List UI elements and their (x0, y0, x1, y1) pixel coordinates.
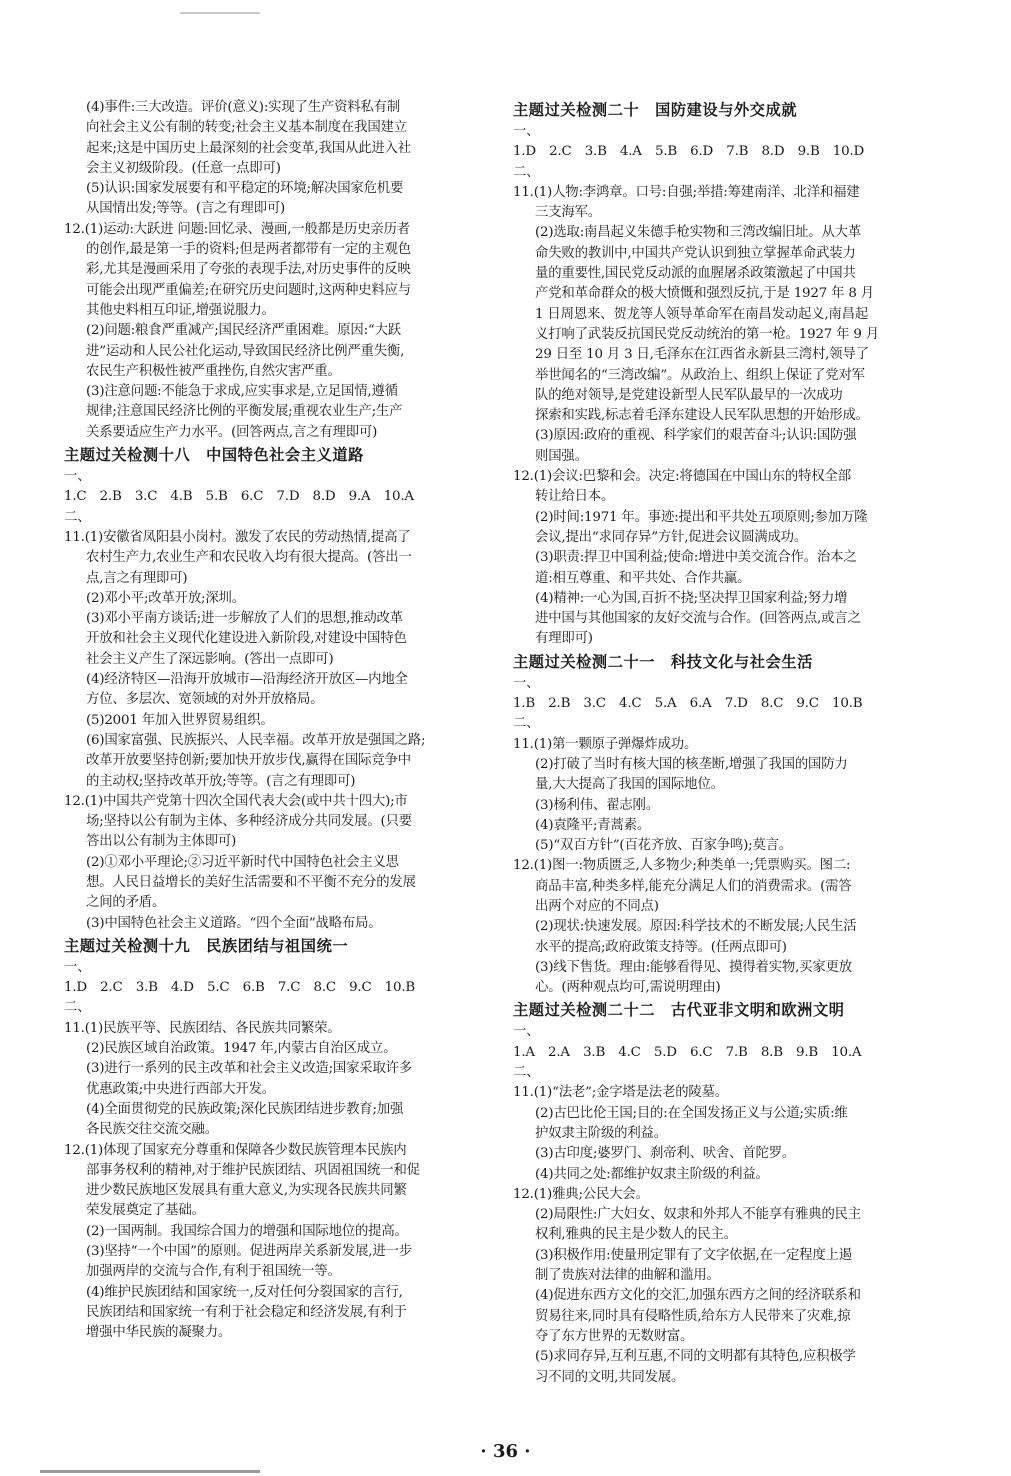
page-number-value: 36 (492, 1441, 519, 1462)
answer-line: 有理即可) (535, 631, 593, 647)
answer-line: 制了贵族对法律的曲解和滥用。 (535, 1268, 720, 1284)
answer-line: 可能会出现严重偏差;在研究历史问题时,这两种史料应与 (86, 282, 411, 298)
answer-line: 起来;这是中国历史上最深刻的社会变革,我国从此进入社 (86, 140, 411, 156)
answer-line: 二、 (513, 164, 540, 180)
answer-line: 习不同的文明,共同发展。 (535, 1369, 685, 1385)
answer-line: (4)经济特区—沿海开放城市—沿海经济开放区—内地全 (86, 672, 408, 688)
answer-line: 量,大大提高了我国的国际地位。 (535, 777, 724, 793)
answer-line: 向社会主义公有制的转变;社会主义基本制度在我国建立 (86, 120, 407, 136)
answer-line: 举世闻名的“三湾改编”。从政治上、组织上保证了党对军 (535, 367, 865, 383)
answer-line: 量的重要性,国民党反动派的血腥屠杀政策激起了中国共 (535, 266, 856, 282)
answer-line: 之间的矛盾。 (86, 895, 166, 911)
answer-line: (3)原因:政府的重视、科学家们的艰苦奋斗;认识:国防强 (535, 428, 857, 444)
answer-line: 进少数民族地区发展具有重大意义,为实现各民族共同繁 (86, 1183, 407, 1199)
answer-line: (2)问题:粮食严重减产;国民经济严重困难。原因:“大跃 (86, 323, 401, 339)
answer-line: (5)认识:国家发展要有和平稳定的环境;解决国家危机要 (86, 181, 404, 197)
top-edge-mark (180, 12, 260, 14)
answer-line: (2)时间:1971 年。事迹:提出和平共处五项原则;参加万隆 (535, 509, 868, 525)
answer-line: (3)积极作用:使量刑定罪有了文字依据,在一定程度上遏 (535, 1247, 852, 1263)
answer-line: (3)坚持“一个中国”的原则。促进两岸关系新发展,进一步 (86, 1244, 412, 1260)
answer-line: 夺了东方世界的无数财富。 (535, 1328, 694, 1344)
answer-line: 12.(1)中国共产党第十四次全国代表大会(或中共十四大);市 (64, 793, 408, 809)
answer-line: 优惠政策;中央进行西部大开发。 (86, 1081, 275, 1097)
answer-line: 答出以公有制为主体即可) (86, 834, 237, 850)
answer-line: 1.B 2.B 3.C 4.C 5.A 6.A 7.D 8.C 9.C 10.B (513, 696, 863, 712)
answer-line: 从国情出发;等等。(言之有理即可) (86, 201, 286, 217)
answer-line: (3)古印度;婆罗门、刹帝利、吠舍、首陀罗。 (535, 1146, 796, 1162)
answer-line: 规律;注意国民经济比例的平衡发展;重视农业生产;生产 (86, 404, 403, 420)
answer-line: 二、 (64, 509, 91, 525)
answer-line: 会主义初级阶段。(任意一点即可) (86, 160, 281, 176)
answer-line: 探索和实践,标志着毛泽东建设人民军队思想的开始形成。 (535, 408, 869, 424)
answer-line: (3)杨利伟、翟志刚。 (535, 797, 659, 813)
answer-line: (2)打破了当时有核大国的核垄断,增强了我国的国防力 (535, 756, 848, 772)
answer-line: 的主动权;坚持改革开放;等等。(言之有理即可) (86, 773, 356, 789)
section-title: 主题过关检测十九 民族团结与祖国统一 (64, 936, 349, 955)
answer-line: 12.(1)雅典;公民大会。 (513, 1186, 649, 1202)
section-title: 主题过关检测二十二 古代亚非文明和欧洲文明 (513, 1001, 845, 1020)
answer-line: 其他史料相互印证,增强说服力。 (86, 302, 275, 318)
answer-line: (2)现状:快速发展。原因:科学技术的不断发展;人民生活 (535, 919, 857, 935)
answer-line: 点,言之有理即可) (86, 570, 188, 586)
answer-line: 产党和革命群众的极大愤慨和强烈反抗,于是 1927 年 8 月 (535, 286, 874, 302)
answer-line: (5)“双百方针”(百花齐放、百家争鸣);莫言。 (535, 838, 793, 854)
answer-line: 一、 (513, 1024, 540, 1040)
answer-line: (3)中国特色社会主义道路。“四个全面”战略布局。 (86, 915, 382, 931)
answer-line: (4)促进东西方文化的交汇,加强东西方之间的经济联系和 (535, 1288, 861, 1304)
answer-line: 转让给日本。 (535, 489, 615, 505)
answer-line: 1.D 2.C 3.B 4.A 5.B 6.D 7.B 8.D 9.B 10.D (513, 144, 865, 160)
answer-line: 12.(1)运动:大跃进 问题:回忆录、漫画,一般都是历史亲历者 (64, 221, 410, 237)
right-column (513, 98, 943, 1388)
answer-line: (4)精神:一心为国,百折不挠;坚决捍卫国家利益;努力增 (535, 590, 848, 606)
answer-line: (2)一国两制。我国综合国力的增强和国际地位的提高。 (86, 1223, 408, 1239)
answer-line: 1.D 2.C 3.B 4.D 5.C 6.B 7.C 8.C 9.C 10.B (64, 980, 416, 996)
answer-line: 增强中华民族的凝聚力。 (86, 1325, 232, 1341)
answer-line: 的创作,最是第一手的资料;但是两者都带有一定的主观色 (86, 242, 411, 258)
answer-line: 关系要适应生产力水平。(回答两点,言之有理即可) (86, 424, 378, 440)
answer-line: 农民生产积极性被严重挫伤,自然灾害严重。 (86, 363, 341, 379)
answer-line: (2)古巴比伦王国;目的:在全国发扬正义与公道;实质:维 (535, 1105, 848, 1121)
answer-line: 贸易往来,同时具有侵略性质,给东方人民带来了灾难,掠 (535, 1308, 851, 1324)
answer-line: (2)局限性:广大妇女、奴隶和外邦人不能享有雅典的民主 (535, 1207, 862, 1223)
answer-line: 11.(1)第一颗原子弹爆炸成功。 (513, 736, 698, 752)
answer-line: (2)①邓小平理论;②习近平新时代中国特色社会主义思 (86, 854, 399, 870)
answer-line: 1 日周恩来、贺龙等人领导革命军在南昌发动起义,南昌起 (535, 306, 869, 322)
answer-line: (5)求同存异,互利互惠,不同的文明都有其特色,应积极学 (535, 1349, 856, 1365)
answer-line: (4)袁隆平;青蒿素。 (535, 817, 651, 833)
answer-line: (4)共同之处:都维护奴隶主阶级的利益。 (535, 1166, 769, 1182)
answer-line: 农村生产力,农业生产和农民收入均有很大提高。(答出一 (86, 550, 412, 566)
answer-line: 则国强。 (535, 448, 588, 464)
answer-line: 水平的提高;政府政策支持等。(任两点即可) (535, 939, 787, 955)
answer-line: 部事务权利的精神,对于维护民族团结、巩固祖国统一和促 (86, 1162, 420, 1178)
answer-line: 一、 (513, 124, 540, 139)
section-title: 主题过关检测二十 国防建设与外交成就 (513, 101, 798, 119)
answer-line: 商品丰富,种类多样,能充分满足人们的消费需求。(需答 (535, 878, 852, 894)
answer-line: 想。人民日益增长的美好生活需要和不平衡不充分的发展 (86, 874, 416, 890)
answer-line: 二、 (513, 716, 540, 732)
answer-line: 命失败的教训中,中国共产党认识到独立掌握革命武装力 (535, 245, 856, 261)
answer-line: 方位、多层次、宽领域的对外开放格局。 (86, 692, 324, 708)
answer-line: (2)选取:南昌起义朱德手枪实物和三湾改编旧址。从大革 (535, 225, 862, 241)
answer-line: 三支海军。 (535, 205, 601, 221)
answer-line: (3)进行一系列的民主改革和社会主义改造;国家采取许多 (86, 1061, 413, 1077)
answer-line: (5)2001 年加入世界贸易组织。 (86, 712, 274, 728)
answer-line: (4)维护民族团结和国家统一,反对任何分裂国家的言行, (86, 1284, 403, 1300)
answer-line: 开放和社会主义现代化建设进入新阶段,对建设中国特色 (86, 631, 407, 647)
answer-line: 一、 (513, 675, 540, 691)
answer-line: 一、 (64, 959, 91, 975)
answer-line: (2)民族区域自治政策。1947 年,内蒙古自治区成立。 (86, 1041, 397, 1057)
answer-line: 义打响了武装反抗国民党反动统治的第一枪。1927 年 9 月 (535, 326, 879, 342)
answer-line: 队的绝对领导,是党建设新型人民军队最早的一次成功 (535, 387, 843, 403)
answer-line: 11.(1)安徽省凤阳县小岗村。激发了农民的劳动热情,提高了 (64, 529, 411, 545)
answer-line: 12.(1)图一:物质匮乏,人多物少;种类单一;凭票购买。图二: (513, 858, 851, 874)
answer-line: 二、 (64, 1000, 91, 1016)
answer-line: 民族团结和国家统一有利于社会稳定和经济发展,有利于 (86, 1304, 407, 1320)
answer-line: 场;坚持以公有制为主体、多种经济成分共同发展。(只要 (86, 814, 412, 830)
answer-line: 社会主义产生了深远影响。(答出一点即可) (86, 651, 334, 667)
answer-line: (4)全面贯彻党的民族政策;深化民族团结进步教育;加强 (86, 1101, 404, 1117)
answer-line: (6)国家富强、民族振兴、人民幸福。改革开放是强国之路; (86, 732, 426, 748)
answer-line: 改革开放要坚持创新;要加快开放步伐,赢得在国际竞争中 (86, 753, 411, 769)
answer-line: 12.(1)体现了国家充分尊重和保障各少数民族管理本民族内 (64, 1142, 407, 1158)
answer-line: 1.C 2.B 3.C 4.B 5.B 6.C 7.D 8.D 9.A 10.A (64, 489, 414, 505)
answer-line: 道:相互尊重、和平共处、合作共赢。 (535, 570, 751, 586)
answer-line: 会议,提出“求同存异”方针,促进会议圆满成功。 (535, 529, 808, 545)
section-title: 主题过关检测十八 中国特色社会主义道路 (64, 446, 364, 465)
section-title: 主题过关检测二十一 科技文化与社会生活 (513, 652, 813, 671)
answer-line: 护奴隶主阶级的利益。 (535, 1125, 667, 1141)
answer-line: (4)事件:三大改造。评价(意义):实现了生产资料私有制 (86, 100, 401, 115)
answer-line: (3)线下售货。理由:能够看得见、摸得着实物,买家更放 (535, 959, 852, 975)
page-number: · 36 · (480, 1441, 531, 1462)
answer-line: (3)注意问题:不能急于求成,应实事求是,立足国情,遵循 (86, 384, 398, 400)
answer-line: 12.(1)会议:巴黎和会。决定:将德国在中国山东的特权全部 (513, 469, 851, 485)
answer-line: 彩,尤其是漫画采用了夸张的表现手法,对历史事件的反映 (86, 262, 411, 278)
answer-line: 出两个对应的不同点) (535, 898, 659, 914)
answer-line: (2)邓小平;改革开放;深圳。 (86, 590, 245, 606)
answer-line: 心。(两种观点均可,需说明理由) (535, 980, 721, 996)
answer-line: 29 日至 10 月 3 日,毛泽东在江西省永新县三湾村,领导了 (535, 347, 869, 363)
answer-line: 11.(1)“法老”;金字塔是法老的陵墓。 (513, 1085, 728, 1101)
answer-line: (3)邓小平南方谈话;进一步解放了人们的思想,推动改革 (86, 611, 403, 627)
answer-line: 荣发展奠定了基础。 (86, 1203, 205, 1219)
answer-line: (3)职责:捍卫中国利益;使命:增进中美交流合作。治本之 (535, 550, 857, 566)
answer-line: 11.(1)人物:李鸿章。口号:自强;举措:筹建南洋、北洋和福建 (513, 184, 860, 200)
answer-line: 进”运动和人民公社化运动,导致国民经济比例严重失衡, (86, 343, 405, 359)
answer-line: 二、 (513, 1065, 540, 1081)
answer-line: 各民族交往交流交融。 (86, 1122, 218, 1138)
answer-line: 11.(1)民族平等、民族团结、各民族共同繁荣。 (64, 1020, 341, 1036)
answer-line: 权利,雅典的民主是少数人的民主。 (535, 1227, 737, 1243)
bottom-edge-mark (40, 1470, 260, 1473)
answer-line: 1.A 2.A 3.B 4.C 5.D 6.C 7.B 8.B 9.B 10.A (513, 1044, 862, 1060)
answer-line: 一、 (64, 469, 91, 485)
left-column (64, 98, 488, 1344)
answer-line: 加强两岸的交流与合作,有利于祖国统一等。 (86, 1264, 341, 1280)
answer-line: 进中国与其他国家的友好交流与合作。(回答两点,或言之 (535, 611, 861, 627)
